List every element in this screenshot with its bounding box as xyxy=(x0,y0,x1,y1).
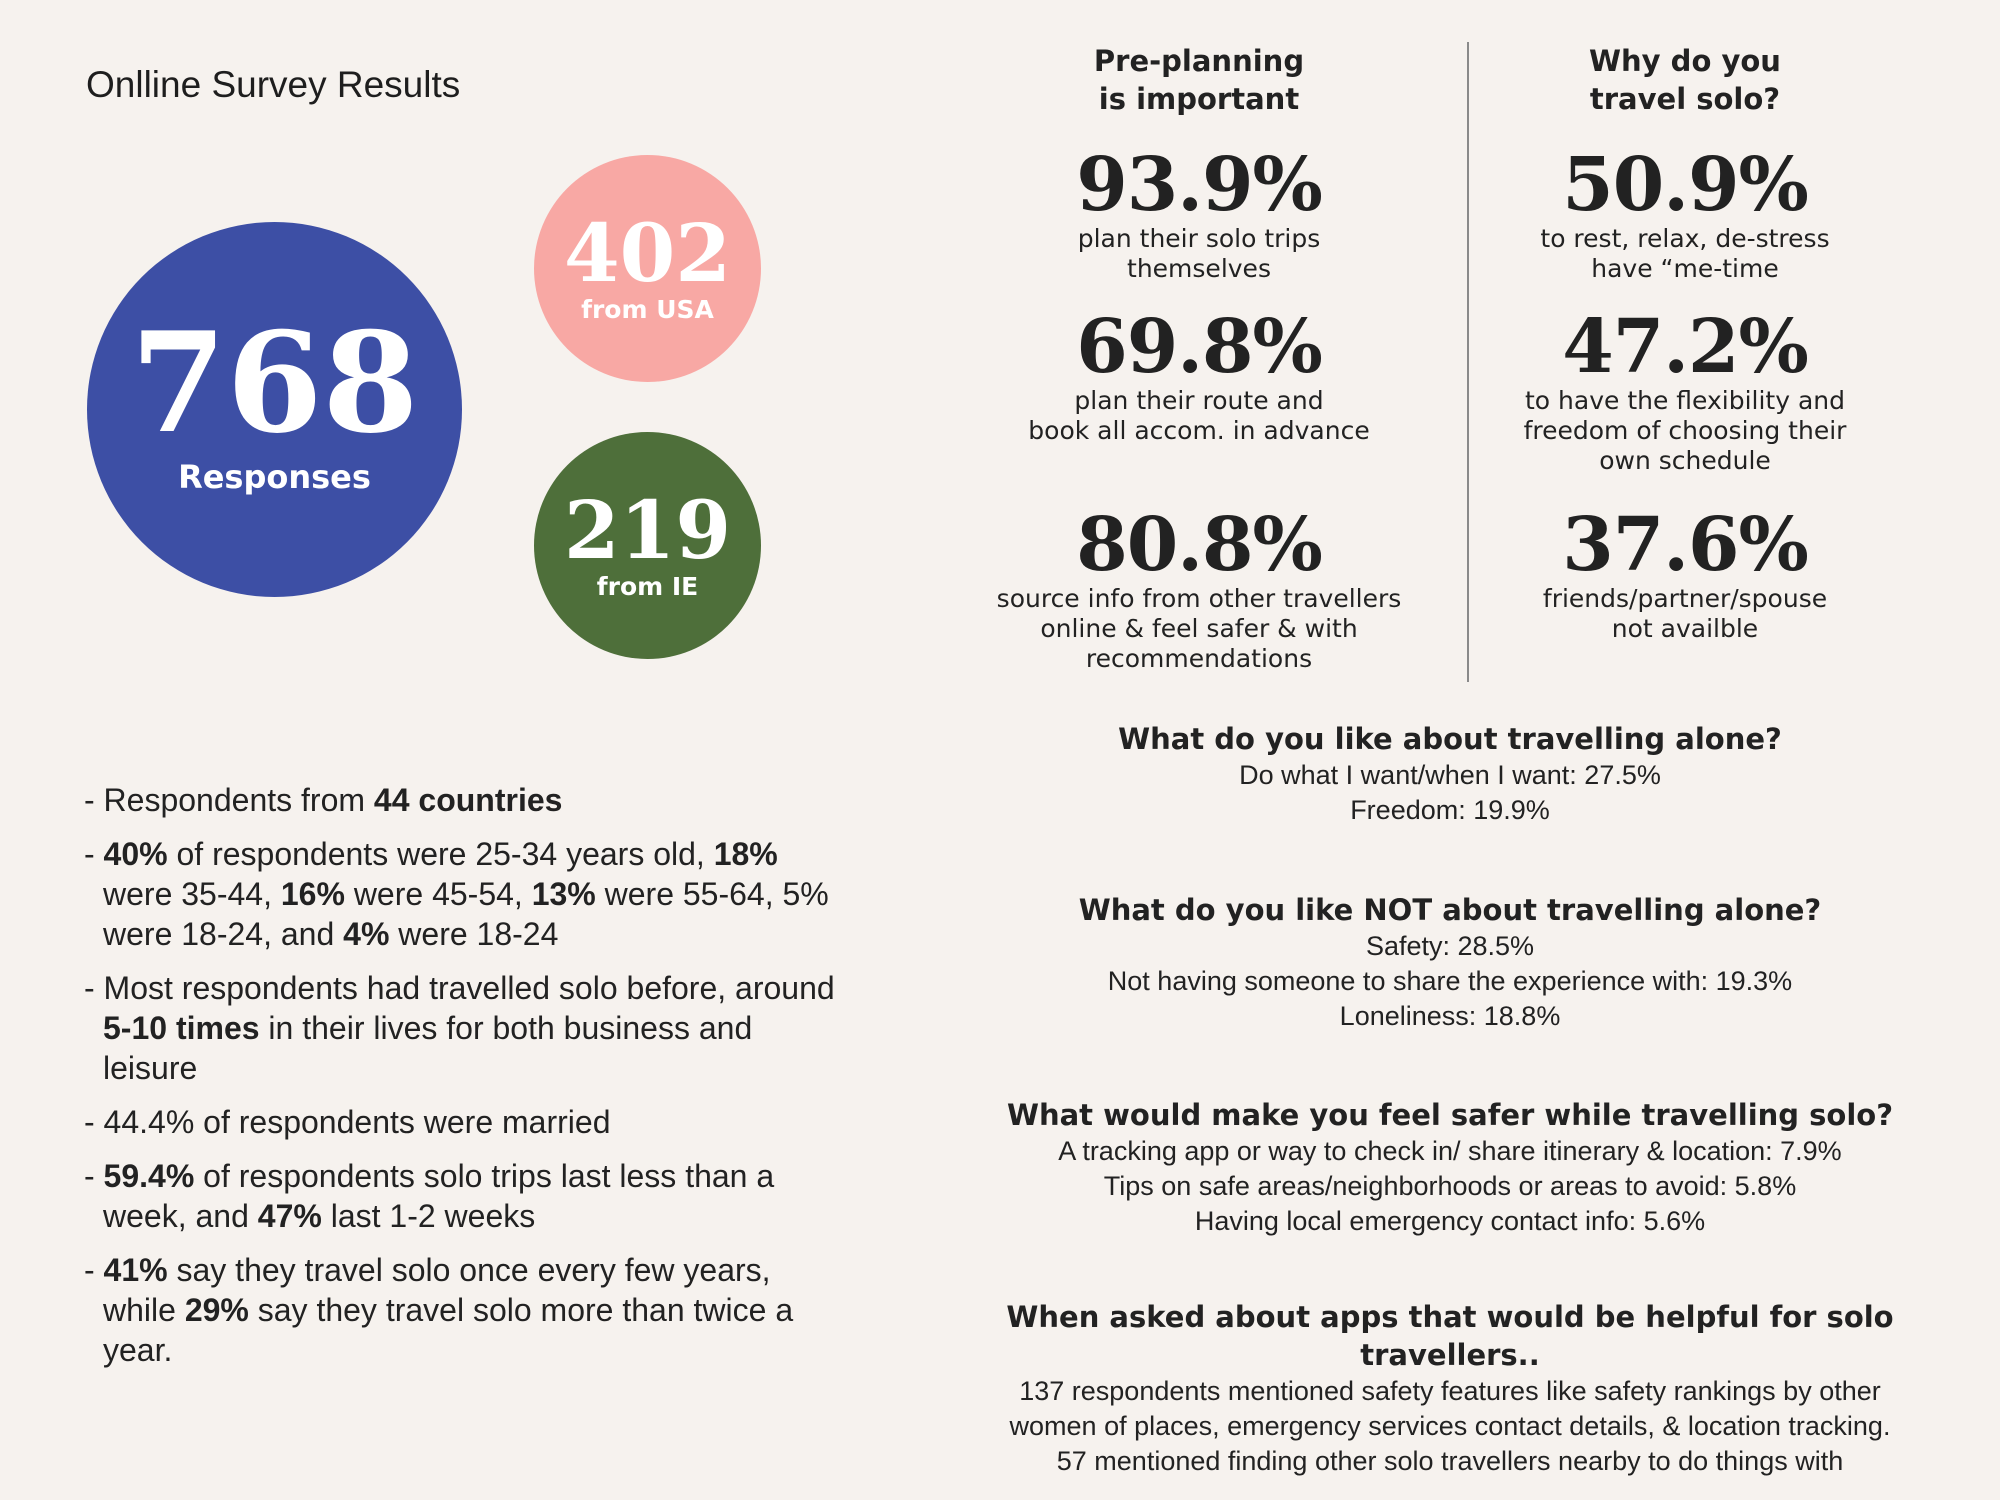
stat-percent: 69.8% xyxy=(1076,304,1322,390)
stat-percent: 50.9% xyxy=(1562,142,1808,228)
answer-line: Safety: 28.5% xyxy=(1365,931,1535,961)
preplanning-heading-line: Pre-planning xyxy=(1093,44,1305,78)
fact-item: - Most respondents had travelled solo before, around 5-10 times in their lives for both business and leisure xyxy=(84,970,835,1086)
question-block xyxy=(930,720,1970,828)
fact-item: - Respondents from 44 countries xyxy=(84,782,563,818)
question-heading: When asked about apps that would be helpful for solo travellers.. xyxy=(1006,1300,1894,1372)
question-heading: What do you like about travelling alone? xyxy=(1118,722,1782,756)
stat-description: to rest, relax, de-stress have “me-time xyxy=(1540,224,1830,283)
ie-responses-label: from IE xyxy=(596,572,699,601)
usa-responses-label: from USA xyxy=(581,295,714,324)
answer-line: Freedom: 19.9% xyxy=(1350,795,1550,825)
why-solo-stat xyxy=(1455,502,1915,644)
answer-line: Do what I want/when I want: 27.5% xyxy=(1239,760,1661,790)
question-block xyxy=(930,891,1970,1034)
answer-line: 137 respondents mentioned safety features like safety rankings by other xyxy=(1019,1376,1881,1406)
fact-item: - 41% say they travel solo once every few years, while 29% say they travel solo more than twice a year. xyxy=(84,1252,794,1368)
page-title: Onlline Survey Results xyxy=(86,64,461,105)
preplanning-stat xyxy=(969,142,1429,284)
preplanning-column xyxy=(969,42,1429,673)
question-heading: What do you like NOT about travelling alone? xyxy=(1078,893,1822,927)
total-responses-number: 768 xyxy=(130,300,419,464)
answer-line: Loneliness: 18.8% xyxy=(1339,1001,1561,1031)
why-solo-stat xyxy=(1455,304,1915,476)
stat-description: plan their route and book all accom. in advance xyxy=(1028,386,1370,445)
why-solo-stat xyxy=(1455,142,1915,284)
usa-responses-bubble xyxy=(534,155,761,382)
ie-responses-bubble xyxy=(534,432,761,659)
fact-item: - 59.4% of respondents solo trips last less than a week, and 47% last 1-2 weeks xyxy=(84,1158,775,1234)
why-solo-heading-line: travel solo? xyxy=(1589,82,1781,116)
question-block xyxy=(930,1298,1970,1479)
why-solo-heading xyxy=(1455,42,1915,118)
usa-responses-number: 402 xyxy=(564,206,731,300)
answer-line: A tracking app or way to check in/ share itinerary & location: 7.9% xyxy=(1058,1136,1842,1166)
total-responses-bubble xyxy=(87,222,462,597)
question-block xyxy=(930,1096,1970,1239)
stat-percent: 80.8% xyxy=(1076,502,1322,588)
ie-responses-number: 219 xyxy=(564,483,731,577)
question-heading: What would make you feel safer while travelling solo? xyxy=(1006,1098,1894,1132)
stat-percent: 37.6% xyxy=(1562,502,1808,588)
stat-description: plan their solo trips themselves xyxy=(1077,224,1321,283)
answer-line: Tips on safe areas/neighborhoods or areas to avoid: 5.8% xyxy=(1103,1171,1797,1201)
preplanning-heading-line: is important xyxy=(1098,82,1300,116)
total-responses-label: Responses xyxy=(178,457,371,496)
answer-line: Not having someone to share the experience with: 19.3% xyxy=(1107,966,1793,996)
stat-percent: 47.2% xyxy=(1562,304,1808,390)
preplanning-heading xyxy=(969,42,1429,118)
preplanning-stat xyxy=(969,502,1429,674)
answer-line: women of places, emergency services contact details, & location tracking. xyxy=(1009,1411,1891,1441)
why-solo-heading-line: Why do you xyxy=(1589,44,1781,78)
answer-line: 57 mentioned finding other solo travellers nearby to do things with xyxy=(1056,1446,1844,1476)
facts-list xyxy=(84,780,844,1384)
stat-description: source info from other travellers online & feel safer & with recommendations xyxy=(996,584,1402,673)
answer-line: Having local emergency contact info: 5.6% xyxy=(1194,1206,1706,1236)
fact-item: - 44.4% of respondents were married xyxy=(84,1104,611,1140)
stat-description: friends/partner/spouse not availble xyxy=(1542,584,1828,643)
stat-percent: 93.9% xyxy=(1076,142,1322,228)
why-solo-column xyxy=(1455,42,1915,643)
fact-item: - 40% of respondents were 25-34 years old, 18% were 35-44, 16% were 45-54, 13% were 55-64, 5% were 18-24, and 4% were 18-24 xyxy=(84,836,829,952)
preplanning-stat xyxy=(969,304,1429,446)
stat-description: to have the flexibility and freedom of choosing their own schedule xyxy=(1523,386,1847,475)
